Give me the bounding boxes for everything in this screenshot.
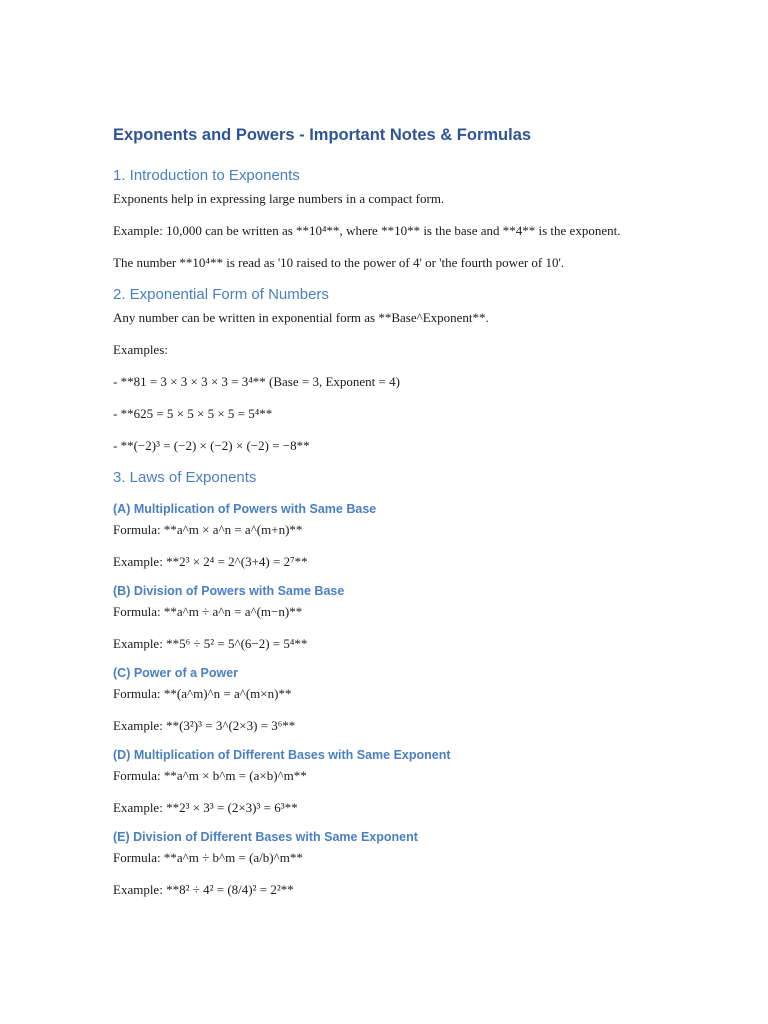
section-heading: 3. Laws of Exponents xyxy=(113,469,257,486)
law-example: Example: **8² ÷ 4² = (8/4)² = 2²** xyxy=(113,882,294,897)
law-division-different-bases xyxy=(113,829,673,899)
law-multiplication-same-base xyxy=(113,501,673,571)
section-heading: 2. Exponential Form of Numbers xyxy=(113,286,329,303)
section-exponential-form xyxy=(113,285,673,455)
law-formula: Formula: **a^m ÷ b^m = (a/b)^m** xyxy=(113,850,303,865)
paragraph: Exponents help in expressing large numbers in a compact form. xyxy=(113,191,445,206)
law-example: Example: **2³ × 2⁴ = 2^(3+4) = 2⁷** xyxy=(113,554,308,569)
law-subheading: (A) Multiplication of Powers with Same Base xyxy=(113,502,377,516)
paragraph: Any number can be written in exponential form as **Base^Exponent**. xyxy=(113,310,489,325)
law-subheading: (D) Multiplication of Different Bases with Same Exponent xyxy=(113,748,451,762)
paragraph: The number **10⁴** is read as '10 raised to the power of 4' or 'the fourth power of 10'. xyxy=(113,255,565,270)
law-division-same-base xyxy=(113,583,673,653)
paragraph: Examples: xyxy=(113,342,168,357)
paragraph: Example: 10,000 can be written as **10⁴**, where **10** is the base and **4** is the exponent. xyxy=(113,223,621,238)
section-heading: 1. Introduction to Exponents xyxy=(113,167,300,184)
law-example: Example: **5⁶ ÷ 5² = 5^(6−2) = 5⁴** xyxy=(113,636,308,651)
law-subheading: (E) Division of Different Bases with Same Exponent xyxy=(113,830,418,844)
law-subheading: (C) Power of a Power xyxy=(113,666,239,680)
list-item: - **(−2)³ = (−2) × (−2) × (−2) = −8** xyxy=(113,438,310,453)
section-introduction xyxy=(113,166,673,272)
law-formula: Formula: **a^m ÷ a^n = a^(m−n)** xyxy=(113,604,303,619)
law-example: Example: **(3²)³ = 3^(2×3) = 3⁶** xyxy=(113,718,296,733)
list-item: - **81 = 3 × 3 × 3 × 3 = 3⁴** (Base = 3, Exponent = 4) xyxy=(113,374,400,389)
law-multiplication-different-bases xyxy=(113,747,673,817)
law-subheading: (B) Division of Powers with Same Base xyxy=(113,584,345,598)
law-formula: Formula: **(a^m)^n = a^(m×n)** xyxy=(113,686,292,701)
law-example: Example: **2³ × 3³ = (2×3)³ = 6³** xyxy=(113,800,298,815)
law-power-of-power xyxy=(113,665,673,735)
law-formula: Formula: **a^m × a^n = a^(m+n)** xyxy=(113,522,303,537)
document-page xyxy=(113,124,673,911)
document-title: Exponents and Powers - Important Notes & Formulas xyxy=(113,126,532,144)
section-laws-of-exponents xyxy=(113,468,673,899)
law-formula: Formula: **a^m × b^m = (a×b)^m** xyxy=(113,768,307,783)
list-item: - **625 = 5 × 5 × 5 × 5 = 5⁴** xyxy=(113,406,273,421)
